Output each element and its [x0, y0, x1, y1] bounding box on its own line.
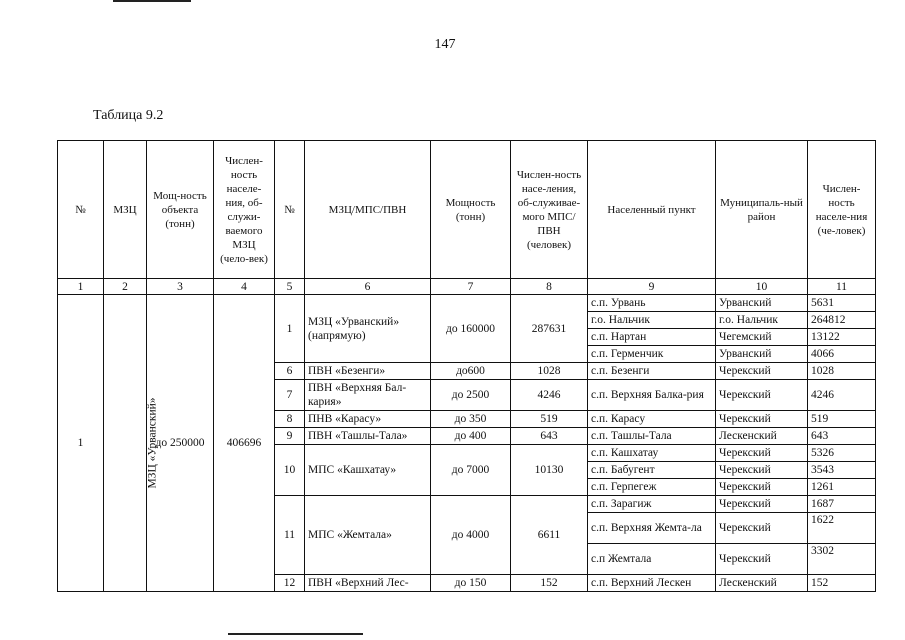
settlement-name: с.п. Герменчик	[588, 346, 716, 363]
settlement-name: с.п. Ташлы-Тала	[588, 428, 716, 445]
settlement-district: Урванский	[716, 346, 808, 363]
settlement-population: 1622	[808, 513, 876, 544]
column-number: 7	[431, 279, 511, 295]
settlement-population: 1687	[808, 496, 876, 513]
settlement-population: 152	[808, 575, 876, 592]
settlement-district: Черекский	[716, 479, 808, 496]
object-population: 1028	[511, 363, 588, 380]
column-number-row	[58, 279, 876, 295]
scan-mark-top	[113, 0, 191, 2]
object-population: 643	[511, 428, 588, 445]
object-capacity: до 350	[431, 411, 511, 428]
column-number: 5	[275, 279, 305, 295]
column-number: 4	[214, 279, 275, 295]
column-number: 1	[58, 279, 104, 295]
object-capacity: до 400	[431, 428, 511, 445]
settlement-district: Черекский	[716, 513, 808, 544]
object-capacity: до600	[431, 363, 511, 380]
settlement-population: 5326	[808, 445, 876, 462]
object-capacity: до 7000	[431, 445, 511, 496]
settlement-district: Чегемский	[716, 329, 808, 346]
settlement-name: г.о. Нальчик	[588, 312, 716, 329]
group-mzc-cell	[104, 295, 159, 592]
object-capacity: до 160000	[431, 295, 511, 363]
settlement-population: 5631	[808, 295, 876, 312]
settlement-population: 3302	[808, 544, 876, 575]
settlement-population: 13122	[808, 329, 876, 346]
settlement-district: г.о. Нальчик	[716, 312, 808, 329]
object-name: МПС «Кашхатау»	[305, 445, 431, 496]
settlement-population: 3543	[808, 462, 876, 479]
settlement-district: Черекский	[716, 462, 808, 479]
table-row	[58, 295, 876, 312]
settlement-population: 264812	[808, 312, 876, 329]
object-name: МЗЦ «Урванский» (напрямую)	[305, 295, 431, 363]
header-cell: №	[275, 141, 305, 279]
group-number: 1	[58, 295, 104, 592]
settlement-district: Лескенский	[716, 575, 808, 592]
object-number: 8	[275, 411, 305, 428]
settlement-population: 519	[808, 411, 876, 428]
settlement-population: 1028	[808, 363, 876, 380]
settlement-name: с.п. Герпегеж	[588, 479, 716, 496]
header-cell: Числен-ность населе-ния (че-ловек)	[808, 141, 876, 279]
header-cell: Населенный пункт	[588, 141, 716, 279]
header-cell: Мощ-ность объекта (тонн)	[147, 141, 214, 279]
settlement-district: Черекский	[716, 363, 808, 380]
column-number: 6	[305, 279, 431, 295]
object-population: 6611	[511, 496, 588, 575]
object-population: 519	[511, 411, 588, 428]
header-cell: МЗЦ/МПС/ПВН	[305, 141, 431, 279]
settlement-district: Урванский	[716, 295, 808, 312]
settlement-district: Черекский	[716, 445, 808, 462]
column-number: 10	[716, 279, 808, 295]
table-caption: Таблица 9.2	[93, 108, 164, 123]
object-number: 9	[275, 428, 305, 445]
settlement-name: с.п. Верхний Лескен	[588, 575, 716, 592]
object-number: 10	[275, 445, 305, 496]
header-cell: Мощность (тонн)	[431, 141, 511, 279]
column-number: 8	[511, 279, 588, 295]
object-capacity: до 4000	[431, 496, 511, 575]
settlement-district: Черекский	[716, 380, 808, 411]
settlement-name: с.п. Безенги	[588, 363, 716, 380]
settlement-name: с.п. Нартан	[588, 329, 716, 346]
object-name: ПВН «Безенги»	[305, 363, 431, 380]
settlement-district: Лескенский	[716, 428, 808, 445]
settlement-name: с.п. Зарагиж	[588, 496, 716, 513]
group-mzc: МЗЦ «Урванский»	[146, 397, 159, 489]
column-number: 9	[588, 279, 716, 295]
object-number: 6	[275, 363, 305, 380]
object-number: 11	[275, 496, 305, 575]
header-cell: МЗЦ	[104, 141, 147, 279]
object-population: 4246	[511, 380, 588, 411]
settlement-name: с.п Жемтала	[588, 544, 716, 575]
scan-mark-bottom	[228, 633, 363, 635]
object-population: 152	[511, 575, 588, 592]
object-number: 1	[275, 295, 305, 363]
column-number: 3	[147, 279, 214, 295]
settlement-name: с.п. Урвань	[588, 295, 716, 312]
object-name: ПВН «Ташлы-Тала»	[305, 428, 431, 445]
settlement-population: 4066	[808, 346, 876, 363]
data-table	[57, 140, 876, 592]
object-population: 287631	[511, 295, 588, 363]
settlement-population: 4246	[808, 380, 876, 411]
settlement-name: с.п. Верхняя Балка-рия	[588, 380, 716, 411]
header-row	[58, 141, 876, 279]
header-cell: №	[58, 141, 104, 279]
header-cell: Числен-ность населе-ния, об-служи-ваемого МЗЦ (чело-век)	[214, 141, 275, 279]
settlement-district: Черекский	[716, 496, 808, 513]
header-cell: Числен-ность насе-ления, об-служивае-мого МПС/ПВН (человек)	[511, 141, 588, 279]
object-name: ПВН «Верхний Лес-	[305, 575, 431, 592]
page-number: 147	[434, 37, 456, 52]
column-number: 11	[808, 279, 876, 295]
object-number: 12	[275, 575, 305, 592]
header-cell: Муниципаль-ный район	[716, 141, 808, 279]
object-name: ПНВ «Карасу»	[305, 411, 431, 428]
group-population: 406696	[214, 295, 275, 592]
settlement-district: Черекский	[716, 544, 808, 575]
object-name: МПС «Жемтала»	[305, 496, 431, 575]
column-number: 2	[104, 279, 147, 295]
settlement-population: 643	[808, 428, 876, 445]
object-name: ПВН «Верхняя Бал-кария»	[305, 380, 431, 411]
object-number: 7	[275, 380, 305, 411]
settlement-name: с.п. Бабугент	[588, 462, 716, 479]
settlement-name: с.п. Верхняя Жемта-ла	[588, 513, 716, 544]
object-capacity: до 150	[431, 575, 511, 592]
settlement-name: с.п. Карасу	[588, 411, 716, 428]
object-capacity: до 2500	[431, 380, 511, 411]
group-capacity: до 250000	[147, 295, 214, 592]
settlement-district: Черекский	[716, 411, 808, 428]
settlement-population: 1261	[808, 479, 876, 496]
settlement-name: с.п. Кашхатау	[588, 445, 716, 462]
object-population: 10130	[511, 445, 588, 496]
